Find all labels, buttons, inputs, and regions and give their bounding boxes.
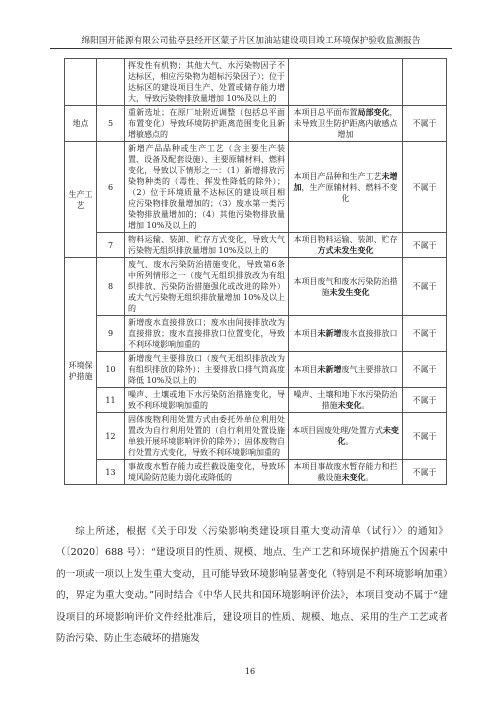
item-number: 7 — [97, 233, 125, 258]
assessment-result: 不属于 — [403, 316, 447, 352]
status-text: 。 — [361, 401, 370, 410]
change-criterion: 重新选址；在原厂址附近调整（包括总平面布置变化）导致环境防护距离范围变化且新增敏感点的 — [125, 106, 289, 142]
project-status — [289, 258, 403, 316]
change-criterion: 物料运输、装卸、贮存方式变化，导致大气污染物无组织排放量增加 10%及以上的 — [125, 233, 289, 258]
status-emphasis: 未新增 — [317, 328, 342, 338]
project-status — [289, 460, 403, 485]
item-number: 6 — [97, 142, 125, 233]
table-row — [65, 460, 447, 485]
project-status — [289, 352, 403, 388]
change-criterion: 新增废气主要排放口（废气无组织排放改为有组织排放的除外）；主要排放口排气筒高度降低 10%及以上的 — [125, 352, 289, 388]
item-number: 12 — [97, 413, 125, 460]
assessment-result: 不属于 — [403, 413, 447, 460]
status-text: ，生产原辅材料、燃料不变化 — [301, 182, 398, 203]
status-text: 本项目总平面布置 — [293, 108, 358, 117]
table-row — [65, 388, 447, 413]
change-criterion: 废气、废水污染防治措施变化，导致第6条中所列情形之一（废气无组织排放改为有组织排放、污染防治措施强化或改进的除外）或大气污染物无组织排放量增加 10%及以上的 — [125, 258, 289, 316]
status-emphasis: 未增加 — [293, 170, 398, 192]
status-text: ，未导致卫生防护距离内敏感点增加 — [293, 108, 398, 139]
category-cell: 环境保护措施 — [65, 258, 97, 485]
project-status — [289, 106, 403, 142]
status-emphasis: 方式未发生变化 — [317, 245, 374, 255]
change-criterion: 新增废水直接排放口；废水由间接排放改为直接排放；废水直接排放口位置变化，导致不利环境影响加重的 — [125, 316, 289, 352]
status-emphasis: 未新增 — [317, 364, 342, 374]
status-text: 本项目 — [293, 365, 318, 374]
category-cell: 地点 — [65, 106, 97, 142]
item-number: 5 — [97, 106, 125, 142]
assessment-result: 不属于 — [403, 460, 447, 485]
status-text: 本项目 — [293, 329, 318, 338]
assessment-result: 不属于 — [403, 388, 447, 413]
status-emphasis: 未发生变化 — [329, 286, 370, 297]
table-row — [65, 352, 447, 388]
category-cell — [65, 59, 97, 106]
change-assessment-table — [64, 58, 447, 485]
item-number — [97, 59, 125, 106]
status-text: 本项目事故废水暂存能力和拦截设施 — [293, 462, 398, 482]
category-cell: 生产工艺 — [65, 142, 97, 258]
table-row — [65, 59, 447, 106]
table-row — [65, 413, 447, 460]
assessment-result: 不属于 — [403, 258, 447, 316]
status-text: 本项目产品种和生产工艺 — [293, 171, 382, 181]
status-text: 噪声、土壤和地下水污染防治措施 — [293, 390, 398, 410]
status-text: 废气主要排放口 — [341, 365, 398, 374]
conclusion-paragraph — [56, 521, 448, 649]
status-text: 。 — [365, 473, 374, 482]
status-emphasis: 未变化 — [337, 425, 399, 446]
item-number: 8 — [97, 258, 125, 316]
item-number: 9 — [97, 316, 125, 352]
status-text: 本项目废气和废水污染防治措施 — [293, 276, 398, 297]
item-number: 13 — [97, 460, 125, 485]
change-criterion: 固体废物利用处置方式由委托外单位利用处置改为自行利用处置的（自行利用处置设施单独开展环境影响评价的除外）；固体废物自行处置方式变化，导致不利环境影响加重的 — [125, 413, 289, 460]
project-status — [289, 413, 403, 460]
status-text: 本项目固废处理/处置方式 — [292, 426, 383, 435]
assessment-result: 不属于 — [403, 142, 447, 233]
table-row — [65, 233, 447, 258]
status-emphasis: 未变化 — [337, 400, 362, 410]
status-text: 废水直接排放口 — [341, 329, 398, 338]
table-row — [65, 316, 447, 352]
item-number: 11 — [97, 388, 125, 413]
status-text: 本项目物料运输、装卸、贮存 — [293, 235, 398, 244]
status-text: 。 — [345, 437, 354, 446]
conclusion-text: 综上所述，根据《关于印发〈污染影响类建设项目重大变动清单（试行）〉的通知》（〔2020〕688 号）：“建设项目的性质、规模、地点、生产工艺和环境保护措施五个因素中的一项或一项以上发生重大变动，且可能导致环境影响显著变化（特别是不利环境影响加重）的，界定为重大变动。”同时结合《中华人民共和国环境影响评价法》，本项目变动不属于“建设项目的环境影响评价文件经批准后，建设项目的性质、规模、地点、采用的生产工艺或者防治污染、防止生态破坏的措施发 — [56, 526, 448, 645]
table-row — [65, 258, 447, 316]
assessment-result: 不属于 — [403, 352, 447, 388]
assessment-result: 不属于 — [403, 233, 447, 258]
project-status — [289, 233, 403, 258]
change-criterion: 挥发性有机物；其他大气、水污染物因子不达标区，相应污染物为超标污染因子）；位于达标区的建设项目生产、处置或储存能力增大，导致污染物排放量增加 10%及以上的 — [125, 59, 289, 106]
header-rule — [50, 48, 452, 49]
assessment-result: 不属于 — [403, 106, 447, 142]
project-status — [289, 142, 403, 233]
project-status — [289, 316, 403, 352]
project-status — [289, 59, 403, 106]
status-emphasis: 局部变化 — [357, 107, 390, 117]
table-row — [65, 106, 447, 142]
page-header: 绵阳国开能源有限公司盐亭县经开区蒙子片区加油站建设项目竣工环境保护验收监测报告 — [81, 36, 421, 46]
item-number: 10 — [97, 352, 125, 388]
assessment-result — [403, 59, 447, 106]
change-criterion: 噪声、土壤或地下水污染防治措施变化，导致不利环境影响加重的 — [125, 388, 289, 413]
status-emphasis: 未变化 — [341, 472, 366, 482]
project-status — [289, 388, 403, 413]
table-row — [65, 142, 447, 233]
page-number: 16 — [244, 667, 256, 676]
change-criterion: 事故废水暂存能力或拦截设施变化，导致环境风险防范能力弱化或降低的 — [125, 460, 289, 485]
change-criterion: 新增产品品种或生产工艺（含主要生产装置、设备及配套设施）、主要原辅材料、燃料变化，导致以下情形之一：（1）新增排放污染物种类的（毒性、挥发性降低的除外）；（2）位于环境质量不达标区的建设项目相应污染物排放量增加的；（3）废水第一类污染物排放量增加的；（4）其他污染物排放量增加 10%及以上的 — [125, 142, 289, 233]
